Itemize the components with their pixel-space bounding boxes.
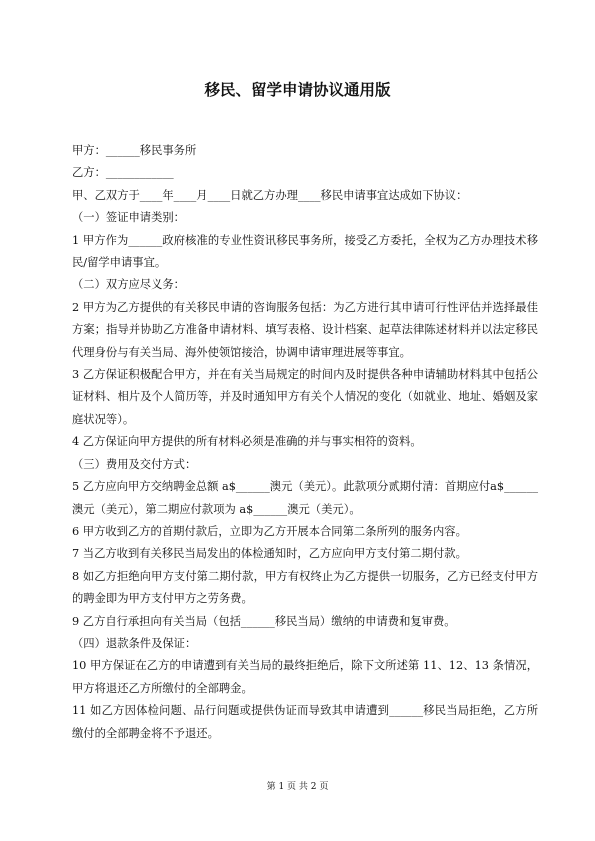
clause-1: 1 甲方作为______政府核准的专业性资讯移民事务所，接受乙方委托，全权为乙方办理技术移民/留学申请事宜。 (72, 233, 538, 270)
clause-7: 7 当乙方收到有关移民当局发出的体检通知时，乙方应向甲方支付第二期付款。 (72, 547, 467, 561)
clause-2: 2 甲方为乙方提供的有关移民申请的咨询服务包括：为乙方进行其申请可行性评估并选择最佳方案；指导并协助乙方准备申请材料、填写表格、设计档案、起草法律陈述材料并以法定移民代理身份与有关当局、海外使领馆接洽，协调申请审理进展等事宜。 (72, 300, 538, 359)
clause-3: 3 乙方保证积极配合甲方，并在有关当局规定的时间内及时提供各种申请辅助材料其中包括公证材料、相片及个人简历等，并及时通知甲方有关个人情况的变化（如就业、地址、婚姻及家庭状况等）。 (72, 368, 538, 426)
clause-10: 10 甲方保证在乙方的申请遭到有关当局的最终拒绝后，除下文所述第 11、12、13 条情况，甲方将退还乙方所缴付的全部聘金。 (72, 659, 538, 695)
party-b-line: 乙方：____________ (72, 166, 174, 180)
party-a-line: 甲方：______移民事务所 (72, 144, 197, 157)
page-number-footer: 第 1 页 共 2 页 (266, 782, 329, 792)
clause-6: 6 甲方收到乙方的首期付款后，立即为乙方开展本合同第二条所列的服务内容。 (72, 524, 467, 538)
clause-8: 8 如乙方拒绝向甲方支付第二期付款，甲方有权终止为乙方提供一切服务，乙方已经支付甲方的聘金即为甲方支付甲方之劳务费。 (72, 569, 538, 606)
intro-line: 甲、乙双方于____年____月____日就乙方办理____移民申请事宜达成如下协议： (72, 188, 468, 202)
section-heading-obligations: （二）双方应尽义务： (72, 278, 185, 292)
section-heading-visa-category: （一）签证申请类别： (72, 211, 185, 225)
clause-4: 4 乙方保证向甲方提供的所有材料必须是准确的并与事实相符的资料。 (72, 435, 422, 449)
clause-11: 11 如乙方因体检问题、品行问题或提供伪证而导致其申请遭到______移民当局拒绝，乙方所缴付的全部聘金将不予退还。 (72, 704, 538, 740)
clause-5: 5 乙方应向甲方交纳聘金总额 a$______澳元（美元）。此款项分贰期付清：首期应付a$______澳元（美元），第二期应付款项为 a$______澳元（美元）。 (72, 480, 538, 516)
document-title: 移民、留学申请协议通用版 (204, 81, 391, 99)
document-body (72, 140, 538, 745)
section-heading-fees: （三）费用及交付方式： (72, 457, 197, 471)
clause-9: 9 乙方自行承担向有关当局（包括______移民当局）缴纳的申请费和复审费。 (72, 614, 456, 628)
section-heading-refund: （四）退款条件及保证： (72, 636, 197, 650)
